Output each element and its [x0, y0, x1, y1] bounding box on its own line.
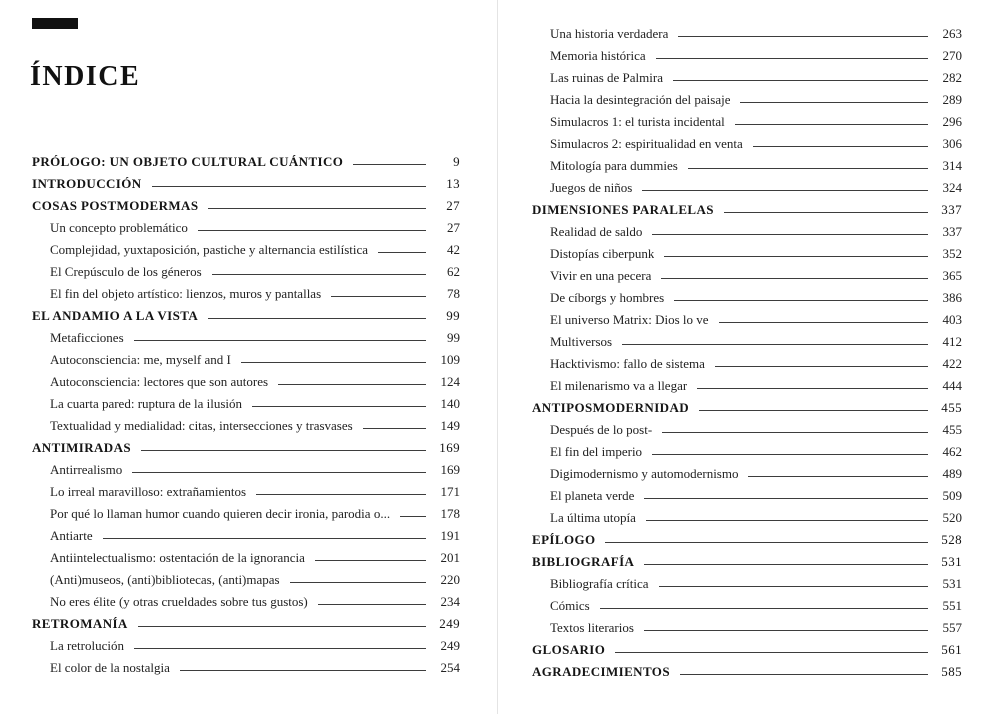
toc-entry-label: No eres élite (y otras crueldades sobre tus gustos)	[50, 594, 308, 609]
toc-entry-page-number: 249	[439, 616, 460, 631]
toc-section-entry	[32, 482, 460, 501]
toc-section-entry	[532, 134, 962, 153]
toc-section-entry	[32, 240, 460, 259]
toc-entry-label: Hacia la desintegración del paisaje	[550, 92, 731, 107]
page-title: ÍNDICE	[30, 60, 141, 92]
leader-line	[644, 498, 928, 499]
toc-section-entry	[532, 24, 962, 43]
toc-chapter-entry	[32, 152, 460, 171]
toc-entry-page-number: 249	[440, 638, 460, 653]
toc-entry-label: La cuarta pared: ruptura de la ilusión	[50, 396, 243, 411]
toc-entry-label: Una historia verdadera	[550, 26, 669, 41]
leader-line	[103, 538, 426, 539]
leader-line	[331, 296, 426, 297]
leader-line	[715, 366, 928, 367]
toc-entry-label: AGRADECIMIENTOS	[532, 664, 670, 679]
toc-entry-page-number: 149	[440, 418, 460, 433]
toc-entry-page-number: 337	[941, 202, 962, 217]
leader-line	[252, 406, 426, 407]
leader-line	[315, 560, 426, 561]
toc-section-entry	[32, 372, 460, 391]
toc-entry-label: EL ANDAMIO A LA VISTA	[32, 308, 199, 323]
toc-entry-page-number: 270	[942, 48, 962, 63]
toc-entry-label: El fin del imperio	[550, 444, 643, 459]
toc-entry-page-number: 403	[942, 312, 962, 327]
leader-line	[132, 472, 426, 473]
toc-section-entry	[532, 376, 962, 395]
toc-entry-page-number: 191	[440, 528, 460, 543]
toc-section-entry	[532, 178, 962, 197]
leader-line	[662, 432, 928, 433]
toc-entry-page-number: 234	[440, 594, 460, 609]
toc-entry-label: El milenarismo va a llegar	[550, 378, 688, 393]
leader-line	[241, 362, 426, 363]
toc-entry-label: Complejidad, yuxtaposición, pastiche y alternancia estilística	[50, 242, 369, 257]
toc-entry-page-number: 306	[942, 136, 962, 151]
toc-section-entry	[532, 618, 962, 637]
toc-section-entry	[532, 442, 962, 461]
leader-line	[318, 604, 426, 605]
toc-entry-page-number: 509	[942, 488, 962, 503]
toc-chapter-entry	[532, 552, 962, 571]
toc-entry-page-number: 254	[440, 660, 460, 675]
toc-entry-label: Por qué lo llaman humor cuando quieren decir ironia, parodia o...	[50, 506, 391, 521]
leader-line	[661, 278, 928, 279]
toc-section-entry	[32, 328, 460, 347]
toc-entry-label: La última utopía	[550, 510, 636, 525]
leader-line	[664, 256, 928, 257]
leader-line	[400, 516, 426, 517]
toc-entry-page-number: 324	[942, 180, 962, 195]
toc-entry-label: El fin del objeto artístico: lienzos, muros y pantallas	[50, 286, 322, 301]
leader-line	[152, 186, 426, 187]
toc-entry-page-number: 386	[942, 290, 962, 305]
leader-line	[735, 124, 928, 125]
leader-line	[378, 252, 426, 253]
toc-section-entry	[532, 508, 962, 527]
toc-section-entry	[532, 574, 962, 593]
toc-entry-page-number: 220	[440, 572, 460, 587]
toc-entry-label: Multiversos	[550, 334, 613, 349]
toc-entry-label: PRÓLOGO: UN OBJETO CULTURAL CUÁNTICO	[32, 154, 344, 169]
leader-line	[674, 300, 928, 301]
toc-section-entry	[32, 262, 460, 281]
toc-section-entry	[32, 460, 460, 479]
toc-entry-label: Antirrealismo	[50, 462, 123, 477]
toc-entry-page-number: 561	[941, 642, 962, 657]
toc-entry-page-number: 171	[440, 484, 460, 499]
toc-entry-page-number: 296	[942, 114, 962, 129]
toc-entry-page-number: 124	[440, 374, 460, 389]
toc-entry-page-number: 140	[440, 396, 460, 411]
leader-line	[622, 344, 928, 345]
toc-chapter-entry	[532, 398, 962, 417]
toc-entry-page-number: 169	[440, 462, 460, 477]
toc-entry-label: Distopías ciberpunk	[550, 246, 655, 261]
toc-entry-page-number: 282	[942, 70, 962, 85]
toc-section-entry	[532, 112, 962, 131]
toc-entry-page-number: 585	[941, 664, 962, 679]
toc-section-entry	[532, 420, 962, 439]
page-gutter-divider	[497, 0, 498, 714]
leader-line	[180, 670, 426, 671]
toc-entry-label: BIBLIOGRAFÍA	[532, 554, 635, 569]
toc-section-entry	[532, 266, 962, 285]
toc-entry-page-number: 455	[942, 422, 962, 437]
toc-entry-page-number: 531	[942, 576, 962, 591]
toc-section-entry	[532, 464, 962, 483]
toc-section-entry	[32, 636, 460, 655]
toc-entry-page-number: 520	[942, 510, 962, 525]
toc-entry-page-number: 489	[942, 466, 962, 481]
leader-line	[212, 274, 426, 275]
toc-entry-label: El Crepúsculo de los géneros	[50, 264, 202, 279]
toc-entry-page-number: 557	[942, 620, 962, 635]
toc-entry-label: Mitología para dummies	[550, 158, 678, 173]
toc-entry-label: INTRODUCCIÓN	[32, 176, 142, 191]
toc-entry-label: Autoconsciencia: lectores que son autores	[50, 374, 269, 389]
leader-line	[138, 626, 426, 627]
toc-entry-page-number: 444	[942, 378, 962, 393]
toc-right-column	[532, 24, 962, 684]
toc-entry-label: EPÍLOGO	[532, 532, 596, 547]
toc-entry-page-number: 551	[942, 598, 962, 613]
toc-entry-page-number: 99	[447, 330, 460, 345]
toc-section-entry	[32, 218, 460, 237]
toc-section-entry	[32, 350, 460, 369]
leader-line	[644, 630, 928, 631]
toc-entry-label: (Anti)museos, (anti)bibliotecas, (anti)mapas	[50, 572, 280, 587]
leader-line	[134, 648, 426, 649]
toc-entry-page-number: 337	[942, 224, 962, 239]
toc-entry-label: Textos literarios	[550, 620, 634, 635]
toc-section-entry	[532, 156, 962, 175]
toc-entry-page-number: 9	[453, 154, 460, 169]
toc-entry-page-number: 352	[942, 246, 962, 261]
toc-entry-label: El universo Matrix: Dios lo ve	[550, 312, 709, 327]
toc-entry-page-number: 531	[941, 554, 962, 569]
toc-entry-page-number: 169	[439, 440, 460, 455]
leader-line	[678, 36, 928, 37]
leader-line	[600, 608, 928, 609]
toc-entry-label: El color de la nostalgia	[50, 660, 170, 675]
toc-entry-label: Vivir en una pecera	[550, 268, 652, 283]
toc-entry-label: ANTIMIRADAS	[32, 440, 132, 455]
leader-line	[615, 652, 928, 653]
toc-section-entry	[32, 592, 460, 611]
leader-line	[656, 58, 928, 59]
toc-section-entry	[32, 416, 460, 435]
toc-entry-label: Metaficciones	[50, 330, 124, 345]
toc-entry-label: COSAS POSTMODERMAS	[32, 198, 199, 213]
leader-line	[652, 234, 928, 235]
toc-section-entry	[532, 596, 962, 615]
toc-chapter-entry	[532, 662, 962, 681]
leader-line	[699, 410, 928, 411]
toc-entry-label: GLOSARIO	[532, 642, 606, 657]
toc-entry-page-number: 42	[447, 242, 460, 257]
toc-section-entry	[532, 354, 962, 373]
leader-line	[646, 520, 928, 521]
leader-line	[208, 208, 426, 209]
toc-section-entry	[532, 46, 962, 65]
toc-entry-page-number: 201	[440, 550, 460, 565]
toc-section-entry	[532, 244, 962, 263]
toc-entry-label: El planeta verde	[550, 488, 635, 503]
toc-entry-page-number: 78	[447, 286, 460, 301]
toc-section-entry	[532, 332, 962, 351]
toc-section-entry	[32, 526, 460, 545]
toc-entry-label: De cíborgs y hombres	[550, 290, 665, 305]
leader-line	[642, 190, 928, 191]
leader-line	[719, 322, 928, 323]
leader-line	[363, 428, 426, 429]
leader-line	[688, 168, 928, 169]
toc-entry-label: RETROMANÍA	[32, 616, 128, 631]
toc-chapter-entry	[532, 640, 962, 659]
leader-line	[673, 80, 928, 81]
leader-line	[141, 450, 426, 451]
leader-line	[724, 212, 928, 213]
toc-entry-label: Juegos de niños	[550, 180, 633, 195]
toc-section-entry	[32, 658, 460, 677]
toc-section-entry	[32, 504, 460, 523]
toc-entry-page-number: 27	[447, 220, 460, 235]
title-accent-bar	[32, 18, 78, 29]
toc-entry-page-number: 422	[942, 356, 962, 371]
toc-chapter-entry	[532, 530, 962, 549]
leader-line	[198, 230, 426, 231]
leader-line	[278, 384, 426, 385]
toc-section-entry	[532, 222, 962, 241]
toc-entry-page-number: 365	[942, 268, 962, 283]
toc-entry-page-number: 455	[941, 400, 962, 415]
toc-entry-label: Textualidad y medialidad: citas, intersecciones y trasvases	[50, 418, 353, 433]
toc-section-entry	[532, 486, 962, 505]
toc-entry-page-number: 62	[447, 264, 460, 279]
toc-entry-page-number: 178	[440, 506, 460, 521]
toc-entry-label: Memoria histórica	[550, 48, 646, 63]
toc-chapter-entry	[32, 174, 460, 193]
toc-chapter-entry	[32, 196, 460, 215]
toc-entry-label: Autoconsciencia: me, myself and I	[50, 352, 231, 367]
toc-entry-page-number: 109	[440, 352, 460, 367]
toc-chapter-entry	[32, 614, 460, 633]
toc-entry-page-number: 289	[942, 92, 962, 107]
toc-section-entry	[32, 570, 460, 589]
toc-entry-label: Simulacros 1: el turista incidental	[550, 114, 725, 129]
toc-entry-page-number: 27	[446, 198, 460, 213]
toc-entry-label: Lo irreal maravilloso: extrañamientos	[50, 484, 247, 499]
toc-section-entry	[32, 394, 460, 413]
toc-entry-label: Digimodernismo y automodernismo	[550, 466, 739, 481]
leader-line	[290, 582, 426, 583]
toc-section-entry	[532, 68, 962, 87]
toc-entry-page-number: 462	[942, 444, 962, 459]
leader-line	[208, 318, 426, 319]
toc-entry-page-number: 412	[942, 334, 962, 349]
toc-entry-label: Hacktivismo: fallo de sistema	[550, 356, 705, 371]
toc-section-entry	[532, 90, 962, 109]
toc-entry-page-number: 314	[942, 158, 962, 173]
leader-line	[659, 586, 928, 587]
leader-line	[353, 164, 426, 165]
toc-entry-label: Antiarte	[50, 528, 93, 543]
toc-entry-page-number: 263	[942, 26, 962, 41]
toc-entry-label: La retrolución	[50, 638, 124, 653]
toc-entry-page-number: 528	[941, 532, 962, 547]
leader-line	[256, 494, 426, 495]
toc-entry-label: Cómics	[550, 598, 590, 613]
toc-section-entry	[32, 284, 460, 303]
toc-entry-page-number: 99	[446, 308, 460, 323]
toc-chapter-entry	[32, 438, 460, 457]
toc-section-entry	[532, 288, 962, 307]
toc-entry-label: Realidad de saldo	[550, 224, 643, 239]
leader-line	[134, 340, 426, 341]
leader-line	[605, 542, 928, 543]
toc-entry-label: Las ruinas de Palmira	[550, 70, 663, 85]
toc-section-entry	[532, 310, 962, 329]
toc-entry-label: ANTIPOSMODERNIDAD	[532, 400, 690, 415]
toc-chapter-entry	[532, 200, 962, 219]
leader-line	[753, 146, 928, 147]
toc-left-column	[32, 150, 460, 680]
leader-line	[652, 454, 928, 455]
leader-line	[644, 564, 928, 565]
toc-section-entry	[32, 548, 460, 567]
leader-line	[697, 388, 928, 389]
leader-line	[680, 674, 928, 675]
toc-entry-page-number: 13	[446, 176, 460, 191]
toc-entry-label: DIMENSIONES PARALELAS	[532, 202, 714, 217]
leader-line	[740, 102, 928, 103]
toc-entry-label: Simulacros 2: espiritualidad en venta	[550, 136, 743, 151]
toc-chapter-entry	[32, 306, 460, 325]
toc-entry-label: Después de lo post-	[550, 422, 653, 437]
leader-line	[748, 476, 928, 477]
toc-entry-label: Bibliografía crítica	[550, 576, 649, 591]
toc-entry-label: Un concepto problemático	[50, 220, 188, 235]
toc-entry-label: Antiintelectualismo: ostentación de la ignorancia	[50, 550, 305, 565]
